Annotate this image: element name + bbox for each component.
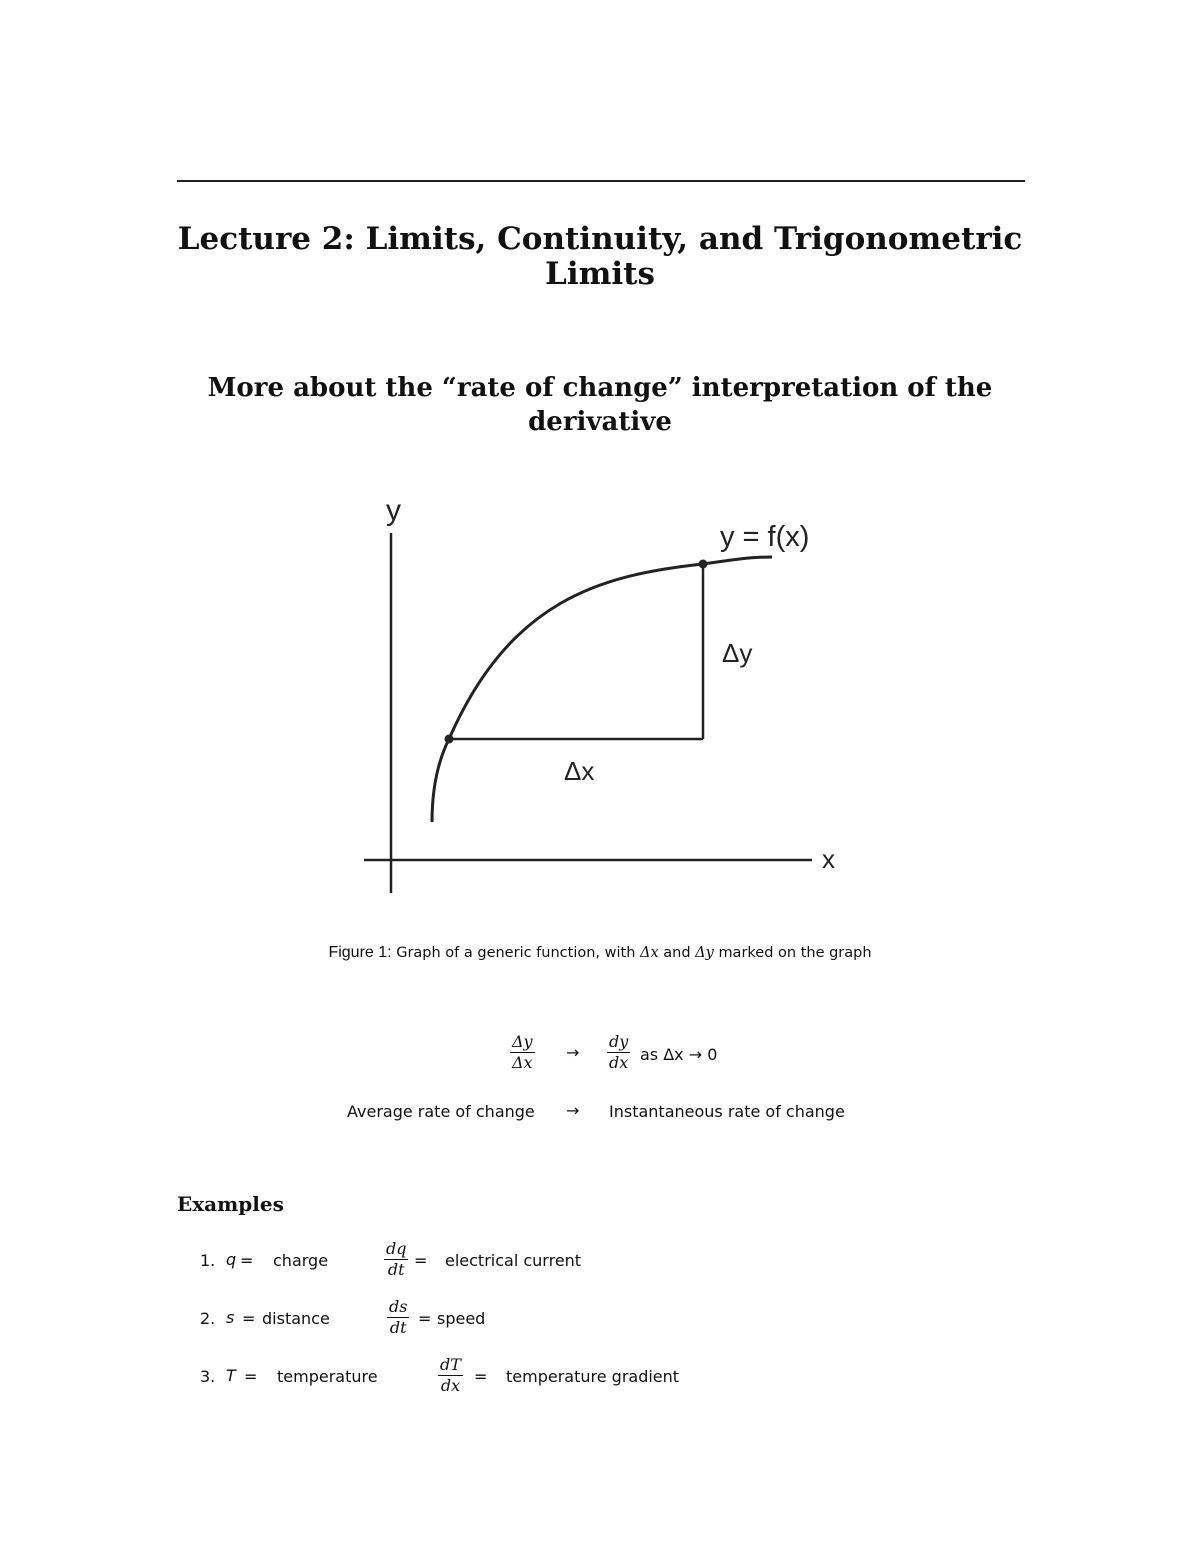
example-variable: s (226, 1308, 235, 1327)
example-derivative (438, 1355, 463, 1396)
start-point (445, 735, 454, 744)
difference-quotient-denominator: Δx (512, 1053, 533, 1072)
derivative-fraction (607, 1032, 630, 1073)
example-number: 3. (200, 1367, 216, 1386)
rate-arrow: → (566, 1101, 580, 1120)
caption-and: and (663, 945, 691, 961)
example-derivative (384, 1239, 408, 1280)
end-point (699, 560, 708, 569)
delta-x-label: Δx (564, 756, 595, 786)
figure-caption (150, 944, 1050, 962)
example-meaning: charge (273, 1251, 329, 1270)
section-heading: More about the “rate of change” interpretation of the derivative (207, 373, 993, 437)
derivative-numerator: dy (609, 1032, 629, 1051)
example-meaning: temperature (277, 1367, 378, 1386)
example-derivative (387, 1297, 409, 1338)
x-axis-label: x (822, 844, 835, 874)
example-derivative-denominator: dx (440, 1376, 461, 1395)
example-equals: = (240, 1251, 254, 1270)
caption-text-2: marked on the graph (718, 945, 872, 961)
example-derivative-numerator: dq (386, 1239, 407, 1258)
example-result: temperature gradient (506, 1367, 680, 1386)
example-equals-2: = (414, 1251, 428, 1270)
example-derivative-numerator: ds (389, 1297, 408, 1316)
example-equals-2: = (418, 1309, 432, 1328)
example-variable: q (226, 1250, 237, 1269)
caption-dy: Δy (695, 945, 714, 961)
lecture-title: Lecture 2: Limits, Continuity, and Trigonometric Limits (177, 221, 1023, 292)
example-number: 1. (200, 1251, 216, 1270)
example-number: 2. (200, 1309, 216, 1328)
example-result: electrical current (445, 1251, 582, 1270)
average-rate-text: Average rate of change (347, 1102, 535, 1121)
caption-dx: Δx (640, 945, 659, 961)
limit-condition: as Δx → 0 (640, 1045, 718, 1064)
difference-quotient (510, 1032, 535, 1073)
example-equals: = (242, 1309, 256, 1328)
example-equals: = (244, 1367, 258, 1386)
difference-quotient-numerator: Δy (512, 1032, 533, 1051)
caption-text-1: Graph of a generic function, with (396, 945, 636, 961)
instantaneous-rate-text: Instantaneous rate of change (609, 1102, 845, 1121)
equation-arrow: → (566, 1043, 580, 1062)
example-result: speed (437, 1309, 486, 1328)
example-derivative-denominator: dt (387, 1260, 405, 1279)
example-equals-2: = (474, 1367, 488, 1386)
function-curve (432, 557, 772, 822)
curve-label: y = f(x) (720, 521, 810, 553)
examples-heading: Examples (177, 1192, 284, 1216)
example-derivative-numerator: dT (440, 1355, 461, 1374)
derivative-denominator: dx (609, 1053, 629, 1072)
example-meaning: distance (262, 1309, 330, 1328)
y-axis-label: y (386, 494, 401, 527)
delta-y-label: Δy (722, 638, 753, 668)
example-variable: T (226, 1366, 236, 1385)
example-derivative-denominator: dt (389, 1318, 407, 1337)
caption-label: Figure 1: (328, 944, 392, 961)
